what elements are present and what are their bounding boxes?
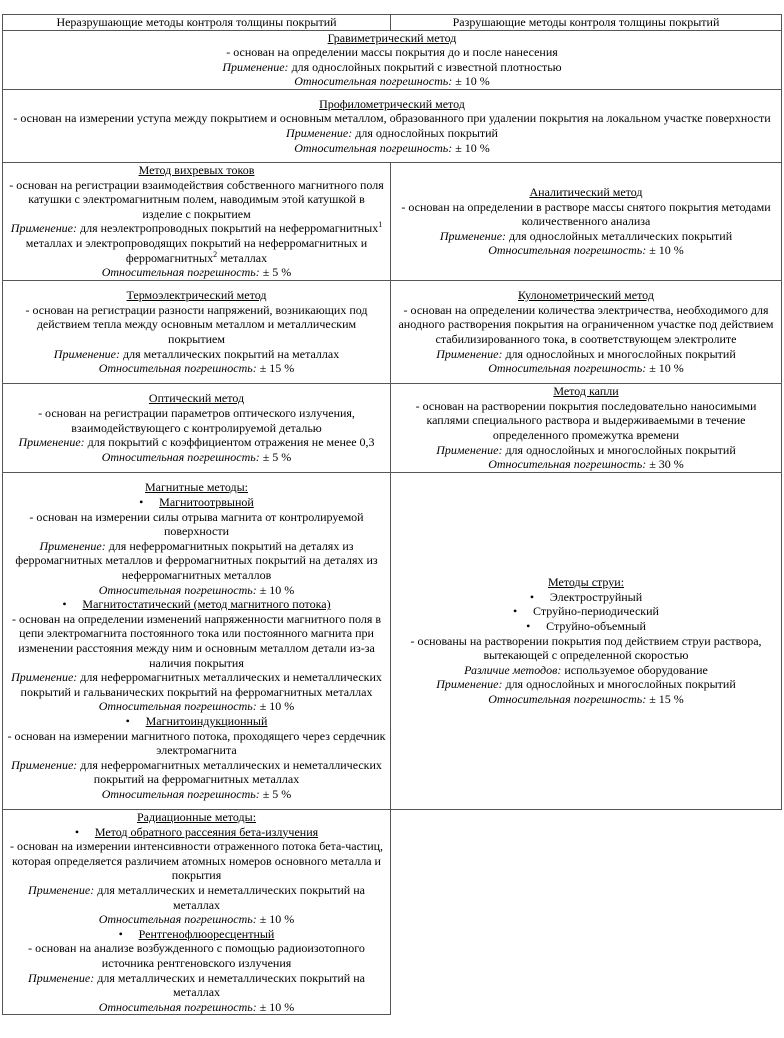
method-application: Применение: для однослойных и многослойных покрытий — [436, 346, 736, 361]
jet-methods-list — [395, 590, 777, 634]
method-error: Относительная погрешность: ± 10 % — [294, 74, 490, 89]
list-item: • Электроструйный — [395, 590, 777, 605]
cell-profilometric — [3, 89, 782, 162]
row-eddy-analytical — [3, 162, 782, 280]
cell-thermoelectric — [3, 280, 391, 383]
method-description: - основан на определении количества электричества, необходимого для анодного растворения покрытия на ограниченном участке под действием стабилизированного тока, в соответствующем электролите — [398, 302, 774, 346]
footnote-ref-1: 1 — [378, 220, 383, 230]
cell-drop — [391, 383, 782, 472]
method-application: Применение: для покрытий с коэффициентом отражения не менее 0,3 — [18, 435, 375, 450]
row-gravimetric — [3, 30, 782, 89]
method-application: Применение: для неферромагнитных покрытий на деталях из ферромагнитных металлов и ферромагнитных покрытий на деталях из неферромагнитных металлов — [15, 538, 378, 582]
list-item: • Магнитоотрвыной — [7, 495, 386, 510]
table-header-row — [3, 15, 782, 31]
cell-coulometric — [391, 280, 782, 383]
cell-magnetic — [3, 472, 391, 809]
method-description: - основан на регистрации взаимодействия собственного магнитного поля катушки с электромагнитным полем, наводимым этой катушкой в изделие с покрытием — [9, 177, 384, 221]
list-item: • Струйно-периодический — [395, 604, 777, 619]
method-error: Относительная погрешность: ± 10 % — [98, 999, 295, 1014]
group-title: Методы струи: — [547, 575, 625, 590]
header-nondestructive: Неразрушающие методы контроля толщины покрытий — [3, 15, 391, 31]
method-title: Термоэлектрический метод — [126, 288, 267, 303]
row-profilometric — [3, 89, 782, 162]
method-error: Относительная погрешность: ± 10 % — [98, 582, 295, 597]
cell-optical — [3, 383, 391, 472]
cell-eddy-current — [3, 162, 391, 280]
method-description: - основан на анализе возбужденного с помощью радиоизотопного источника рентгеновского излучения — [28, 941, 365, 970]
row-radiation — [3, 809, 782, 1014]
method-title: Аналитический метод — [529, 184, 643, 199]
method-error: Относительная погрешность: ± 10 % — [294, 140, 490, 155]
list-item: • Магнитостатический (метод магнитного потока) — [7, 597, 386, 612]
method-description: - основаны на растворении покрытия под действием струи раствора, вытекающей с определенной скоростью — [410, 633, 762, 663]
group-title: Радиационные методы: — [136, 809, 257, 824]
method-description: - основан на определении в растворе массы снятого покрытия методами количественного анализа — [401, 199, 771, 229]
methods-table — [2, 14, 782, 1015]
row-optical-drop — [3, 383, 782, 472]
footnote-ref-2: 2 — [213, 249, 218, 259]
method-error: Относительная погрешность: ± 5 % — [101, 449, 292, 464]
method-title: Профилометрический метод — [319, 96, 465, 111]
method-title: Кулонометрический метод — [518, 288, 654, 303]
method-application: Применение: для неэлектропроводных покрытий на неферромагнитных$^1$ металлах и электропроводящих покрытий на неферромагнитных и ферромагнитных$^2$ металлах — [10, 220, 383, 265]
method-description: - основан на измерении уступа между покрытием и основным металлом, образованного при удалении покрытия на локальном участке поверхности — [13, 111, 771, 126]
method-description: - основан на растворении покрытия последовательно наносимыми каплями специального раствора и выдерживаемыми в течение определенного промежутка времени — [415, 398, 757, 442]
method-application: Применение: для неферромагнитных металлических и неметаллических покрытий и гальванических покрытий на ферромагнитных металлах — [11, 670, 382, 699]
method-title: Метод вихревых токов — [138, 163, 255, 178]
header-destructive: Разрушающие методы контроля толщины покрытий — [391, 15, 782, 31]
method-error: Относительная погрешность: ± 10 % — [98, 699, 295, 714]
method-application: Применение: для однослойных и многослойных покрытий — [436, 442, 736, 457]
method-description: - основан на измерении магнитного потока, проходящего через сердечник электромагнита — [7, 728, 386, 758]
method-description: - основан на определении изменений напряженности магнитного поля в цепи электромагнита постоянного тока или постоянного магнита при изменении расстояния между ним и основным металлом детали из-за наличия покрытия — [11, 611, 382, 670]
radiation-methods-list — [7, 825, 386, 840]
list-item: • Метод обратного рассеяния бета-излучения — [7, 825, 386, 840]
method-description: - основан на определении массы покрытия до и после нанесения — [226, 45, 558, 60]
method-application: Применение: для однослойных металлических покрытий — [439, 228, 733, 243]
list-item: • Магнитоиндукционный — [7, 714, 386, 729]
method-error: Относительная погрешность: ± 10 % — [488, 243, 684, 258]
method-application: Применение: для металлических и неметаллических покрытий на металлах — [28, 970, 365, 1000]
method-application: Применение: для однослойных покрытий с известной плотностью — [222, 59, 562, 74]
method-title: Гравиметрический метод — [327, 30, 457, 45]
method-error: Относительная погрешность: ± 5 % — [101, 786, 292, 801]
method-description: - основан на измерении силы отрыва магнита от контролируемой поверхности — [29, 509, 364, 539]
empty-cell — [391, 809, 782, 1014]
method-description: - основан на регистрации разности напряжений, возникающих под действием тепла между основным металлом и металлическим покрытием — [25, 302, 368, 346]
cell-analytical — [391, 162, 782, 280]
method-application: Применение: для однослойных и многослойных покрытий — [436, 677, 736, 692]
method-application: Применение: для металлических и неметаллических покрытий на металлах — [28, 882, 365, 912]
method-application: Применение: для неферромагнитных металлических и неметаллических покрытий на ферромагнитных металлах — [11, 757, 382, 787]
magnetic-methods-list — [7, 495, 386, 510]
method-application: Применение: для металлических покрытий на металлах — [53, 346, 340, 361]
list-item: • Рентгенофлюоресцентный — [7, 927, 386, 942]
method-error: Относительная погрешность: ± 10 % — [98, 912, 295, 927]
method-application: Применение: для однослойных покрытий — [286, 125, 498, 140]
cell-gravimetric — [3, 30, 782, 89]
method-description: - основан на регистрации параметров оптического излучения, взаимодействующего с контролируемой деталью — [38, 406, 355, 435]
method-error: Относительная погрешность: ± 5 % — [101, 265, 292, 280]
method-error: Относительная погрешность: ± 30 % — [488, 457, 684, 472]
row-thermo-coulometric — [3, 280, 782, 383]
method-title: Оптический метод — [148, 391, 245, 406]
method-error: Относительная погрешность: ± 15 % — [98, 361, 295, 376]
method-title: Метод капли — [553, 384, 619, 399]
cell-radiation — [3, 809, 391, 1014]
cell-jet — [391, 472, 782, 809]
group-title: Магнитные методы: — [145, 480, 248, 495]
list-item: • Струйно-объемный — [395, 619, 777, 634]
method-error: Относительная погрешность: ± 15 % — [488, 692, 684, 707]
method-description: - основан на измерении интенсивности отраженного потока бета-частиц, которая определяется различием атомных номеров основного металла и покрытия — [9, 839, 384, 883]
row-magnetic-jet — [3, 472, 782, 809]
method-difference: Различие методов: используемое оборудование — [464, 662, 708, 677]
method-error: Относительная погрешность: ± 10 % — [488, 361, 684, 376]
